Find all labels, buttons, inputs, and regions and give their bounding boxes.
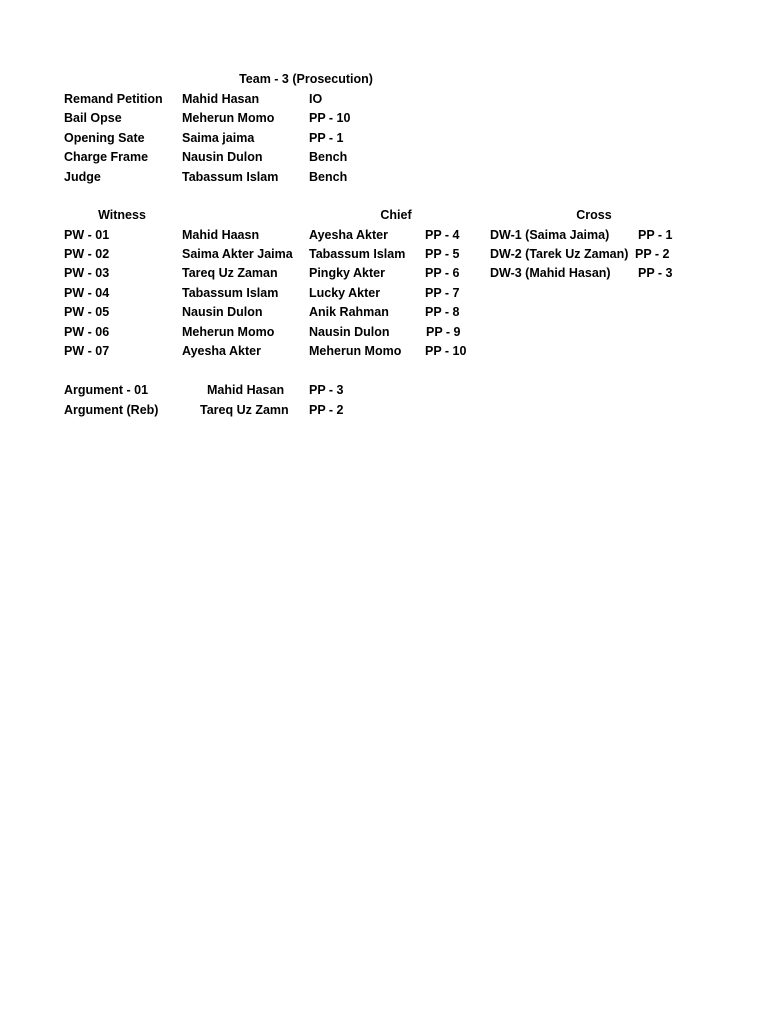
cross-pp: PP - 1 <box>638 228 673 242</box>
role-assignment: IO <box>309 92 323 106</box>
cross-dw: DW-2 (Tarek Uz Zaman) <box>490 247 629 261</box>
chief-pp: PP - 4 <box>425 228 460 242</box>
chief-pp: PP - 6 <box>425 266 460 280</box>
cross-pp: PP - 2 <box>635 247 670 261</box>
cross-dw: DW-3 (Mahid Hasan) <box>490 266 611 280</box>
role-assignment: Bench <box>309 170 348 184</box>
chief-pp: PP - 7 <box>425 286 460 300</box>
chief-pp: PP - 9 <box>426 325 461 339</box>
chief-name: Anik Rahman <box>309 305 389 319</box>
chief-pp: PP - 8 <box>425 305 460 319</box>
witness-name: Meherun Momo <box>182 325 275 339</box>
role-name: Mahid Hasan <box>182 92 260 106</box>
chief-pp: PP - 10 <box>425 344 467 358</box>
pw-number: PW - 04 <box>64 286 110 300</box>
chief-name: Pingky Akter <box>309 266 385 280</box>
role-task: Remand Petition <box>64 92 163 106</box>
argument-pp: PP - 2 <box>309 403 344 417</box>
role-assignment: PP - 1 <box>309 131 344 145</box>
chief-header: Chief <box>380 208 412 222</box>
pw-number: PW - 06 <box>64 325 110 339</box>
role-task: Judge <box>64 170 101 184</box>
witness-name: Mahid Haasn <box>182 228 260 242</box>
witness-name: Tareq Uz Zaman <box>182 266 278 280</box>
pw-number: PW - 03 <box>64 266 110 280</box>
argument-label: Argument - 01 <box>64 383 149 397</box>
role-name: Meherun Momo <box>182 111 275 125</box>
chief-name: Ayesha Akter <box>309 228 388 242</box>
chief-name: Tabassum Islam <box>309 247 406 261</box>
cross-pp: PP - 3 <box>638 266 673 280</box>
argument-label: Argument (Reb) <box>64 403 159 417</box>
argument-name: Mahid Hasan <box>207 383 285 397</box>
role-task: Charge Frame <box>64 150 149 164</box>
chief-name: Lucky Akter <box>309 286 381 300</box>
cross-dw: DW-1 (Saima Jaima) <box>490 228 610 242</box>
chief-pp: PP - 5 <box>425 247 460 261</box>
role-name: Nausin Dulon <box>182 150 263 164</box>
pw-number: PW - 02 <box>64 247 110 261</box>
role-name: Tabassum Islam <box>182 170 279 184</box>
role-task: Opening Sate <box>64 131 145 145</box>
role-task: Bail Opse <box>64 111 122 125</box>
chief-name: Meherun Momo <box>309 344 402 358</box>
role-name: Saima jaima <box>182 131 255 145</box>
witness-header: Witness <box>98 208 146 222</box>
pw-number: PW - 01 <box>64 228 110 242</box>
argument-name: Tareq Uz Zamn <box>200 403 289 417</box>
team-title: Team - 3 (Prosecution) <box>239 72 373 86</box>
role-assignment: PP - 10 <box>309 111 351 125</box>
role-assignment: Bench <box>309 150 348 164</box>
cross-header: Cross <box>576 208 612 222</box>
chief-name: Nausin Dulon <box>309 325 390 339</box>
witness-name: Nausin Dulon <box>182 305 263 319</box>
witness-name: Saima Akter Jaima <box>182 247 293 261</box>
witness-name: Ayesha Akter <box>182 344 261 358</box>
argument-pp: PP - 3 <box>309 383 344 397</box>
witness-name: Tabassum Islam <box>182 286 279 300</box>
pw-number: PW - 05 <box>64 305 110 319</box>
pw-number: PW - 07 <box>64 344 110 358</box>
